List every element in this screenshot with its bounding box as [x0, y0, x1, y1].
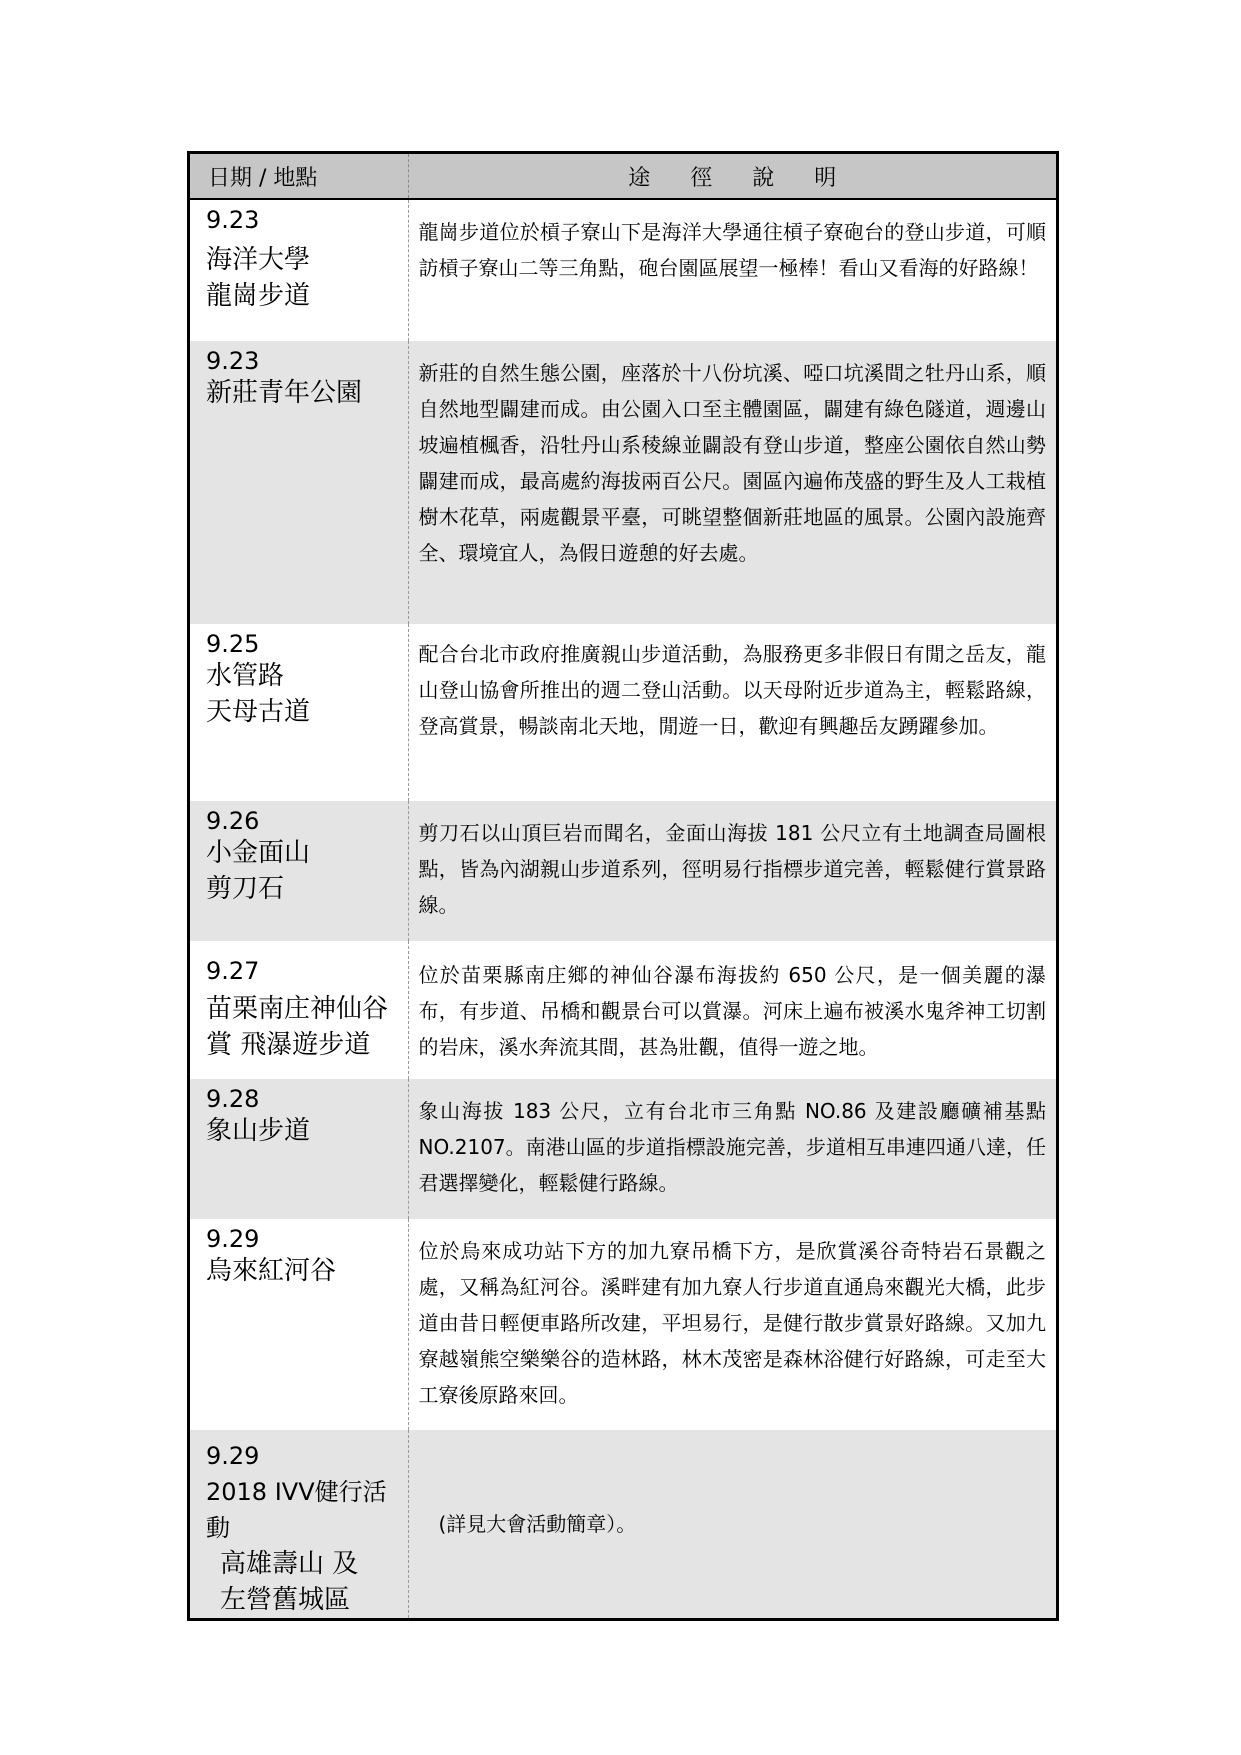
date-place-cell: [190, 1430, 408, 1618]
row-date: 9.23: [206, 206, 260, 234]
date-place-cell: [190, 624, 408, 801]
table-row: [190, 1430, 1056, 1618]
description-cell: [408, 341, 1056, 624]
row-description: 位於苗栗縣南庄鄉的神仙谷瀑布海拔約 650 公尺，是一個美麗的瀑布，有步道、吊橋和觀景台可以賞瀑。河床上遍布被溪水鬼斧神工切割的岩床，溪水奔流其間，甚為壯觀，值得一遊之地。: [418, 963, 1046, 1059]
date-place-cell: [190, 1219, 408, 1430]
row-place-line: 象山步道: [206, 1116, 311, 1146]
date-place-cell: [190, 1079, 408, 1219]
row-place-line: 天母古道: [206, 697, 311, 727]
date-place-cell: [190, 801, 408, 941]
row-description: 位於烏來成功站下方的加九寮吊橋下方，是欣賞溪谷奇特岩石景觀之處，又稱為紅河谷。溪畔建有加九寮人行步道直通烏來觀光大橋，此步道由昔日輕便車路所改建，平坦易行，是健行散步賞景好路線。又加九寮越嶺熊空樂樂谷的造林路，林木茂密是森林浴健行好路線，可走至大工寮後原路來回。: [418, 1239, 1046, 1407]
row-place-line: 左營舊城區: [220, 1585, 351, 1615]
row-description: 剪刀石以山頂巨岩而聞名，金面山海拔 181 公尺立有土地調查局圖根點，皆為內湖親山步道系列，徑明易行指標步道完善，輕鬆健行賞景路線。: [418, 821, 1046, 917]
table-header-row: [190, 154, 1056, 199]
description-cell: [408, 801, 1056, 941]
row-description: 新莊的自然生態公園，座落於十八份坑溪、啞口坑溪間之牡丹山系，順自然地型闢建而成。由公園入口至主體園區，闢建有綠色隧道，週邊山坡遍植楓香，沿牡丹山系稜線並闢設有登山步道，整座公園依自然山勢闢建而成，最高處約海拔兩百公尺。園區內遍佈茂盛的野生及人工栽植樹木花草，兩處觀景平臺，可眺望整個新莊地區的風景。公園內設施齊全、環境宜人，為假日遊憩的好去處。: [418, 361, 1046, 565]
table-row: [190, 199, 1056, 341]
row-date: 9.28: [206, 1085, 260, 1113]
schedule-table: [190, 154, 1056, 1618]
row-date: 9.27: [206, 957, 260, 985]
header-date-place: 日期 / 地點: [190, 154, 408, 199]
row-description: 象山海拔 183 公尺，立有台北市三角點 NO.86 及建設廳礦補基點 NO.2107。南港山區的步道指標設施完善，步道相互串連四通八達，任君選擇變化，輕鬆健行路線。: [418, 1099, 1046, 1195]
row-place-line: 苗栗南庄神仙谷: [206, 994, 389, 1024]
row-date: 9.29: [206, 1442, 260, 1470]
row-place-line: 海洋大學: [206, 245, 311, 275]
table-row: [190, 801, 1056, 941]
date-place-cell: [190, 941, 408, 1079]
row-place-line: 高雄壽山 及: [220, 1549, 359, 1579]
date-place-cell: [190, 341, 408, 624]
row-place-line: 龍崗步道: [206, 281, 311, 311]
header-route-description: 途徑說明: [408, 154, 1056, 199]
row-place-line: 烏來紅河谷: [206, 1256, 337, 1286]
row-place-line: 剪刀石: [206, 874, 285, 904]
table-row: [190, 1079, 1056, 1219]
row-description: (詳見大會活動簡章）。: [438, 1512, 637, 1536]
table-row: [190, 1219, 1056, 1430]
table-row: [190, 941, 1056, 1079]
description-cell: [408, 1079, 1056, 1219]
row-description: 龍崗步道位於槓子寮山下是海洋大學通往槓子寮砲台的登山步道，可順訪槓子寮山二等三角點，砲台園區展望一極棒！看山又看海的好路線！: [418, 220, 1046, 280]
description-cell: [408, 941, 1056, 1079]
row-date: 9.26: [206, 807, 260, 835]
schedule-table-frame: [187, 151, 1059, 1621]
description-cell: [408, 199, 1056, 341]
description-cell: [408, 624, 1056, 801]
table-row: [190, 624, 1056, 801]
row-description: 配合台北市政府推廣親山步道活動，為服務更多非假日有閒之岳友，龍山登山協會所推出的週二登山活動。以天母附近步道為主，輕鬆路線，登高賞景，暢談南北天地，閒遊一日，歡迎有興趣岳友踴躍參加。: [418, 642, 1046, 738]
description-cell: [408, 1430, 1056, 1618]
row-date: 9.23: [206, 347, 260, 375]
description-cell: [408, 1219, 1056, 1430]
row-place-line: 2018 IVV健行活動: [206, 1478, 387, 1542]
date-place-cell: [190, 199, 408, 341]
row-date: 9.29: [206, 1225, 260, 1253]
row-place-line: 賞 飛瀑遊步道: [206, 1030, 371, 1060]
row-date: 9.25: [206, 630, 260, 658]
row-place-line: 小金面山: [206, 838, 311, 868]
row-place-line: 新莊青年公園: [206, 378, 363, 408]
row-place-line: 水管路: [206, 661, 285, 691]
table-row: [190, 341, 1056, 624]
